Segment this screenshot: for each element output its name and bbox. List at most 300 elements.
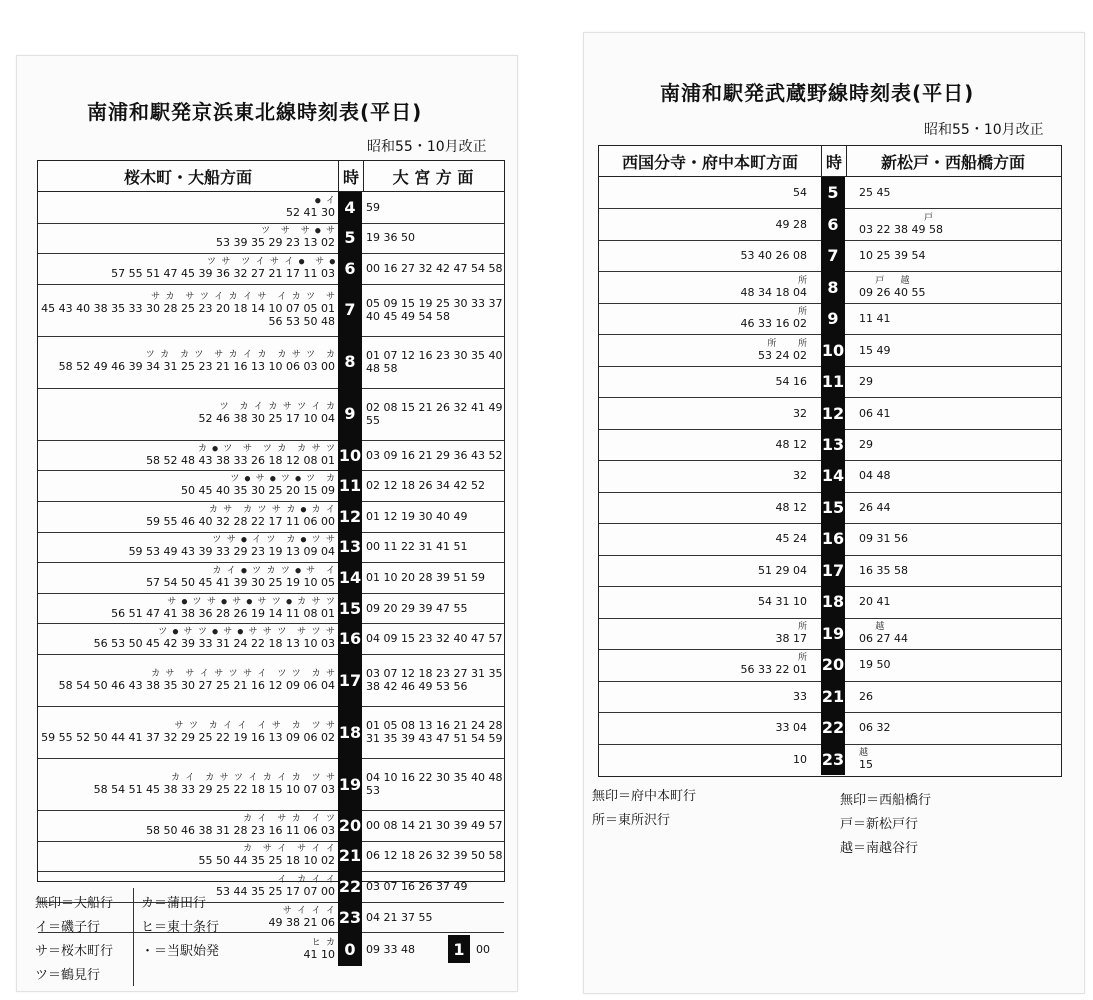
westbound-departures (599, 366, 821, 397)
train-type-marks: 所 (797, 275, 807, 286)
hour-cell: 1 (448, 935, 470, 963)
departure-minutes: 58 54 50 46 43 38 35 30 27 25 21 16 12 09 06 04 (58, 678, 335, 692)
departure-minutes: 45 43 40 38 35 33 30 28 25 23 20 18 14 10 07 05 01 (41, 301, 335, 315)
page-title: 南浦和駅発武蔵野線時刻表(平日) (660, 81, 975, 105)
train-type-marks: ツ ● サ ● ツ ● ツ カ (230, 474, 335, 485)
southbound-departures (38, 593, 338, 624)
train-type-marks: カ サ サ イ サ ツ サ イ ツ ツ カ サ (151, 668, 335, 679)
departure-minutes: 56 51 47 41 38 36 28 26 19 14 11 08 01 (111, 606, 335, 620)
departure-minutes: 45 24 (775, 532, 807, 546)
northbound-departures (362, 440, 504, 471)
train-type-marks: 所 所 (767, 338, 807, 349)
timetable-row (38, 841, 504, 873)
departure-minutes: 32 (793, 469, 807, 483)
eastbound-departures (845, 271, 1061, 302)
southbound-departures (38, 470, 338, 501)
departure-minutes: 38 42 46 49 53 56 (366, 680, 468, 693)
timetable-row (599, 366, 1061, 398)
revision-note: 昭和55・10月改正 (367, 139, 487, 155)
hour-cell: 11 (338, 470, 362, 501)
timetable-row (38, 470, 504, 502)
departure-minutes: 09 26 40 55 (859, 285, 926, 299)
westbound-departures (599, 303, 821, 334)
hour-cell: 11 (821, 366, 845, 397)
westbound-departures (599, 586, 821, 617)
timetable-row (38, 706, 504, 759)
departure-minutes: 56 53 50 45 42 39 33 31 24 22 18 13 10 03 (93, 637, 335, 651)
timetable-body (599, 177, 1061, 776)
westbound-departures (599, 744, 821, 775)
departure-minutes: 52 41 30 (286, 205, 335, 219)
train-type-marks: イ カ イ イ (277, 874, 335, 885)
timetable-row (38, 758, 504, 811)
timetable-row (38, 593, 504, 625)
departure-minutes: 58 50 46 38 31 28 23 16 11 06 03 (146, 823, 335, 837)
departure-minutes: 09 33 48 (366, 942, 415, 956)
northbound-departures (362, 623, 504, 654)
header-hour: 時 (821, 146, 847, 176)
timetable-row (599, 681, 1061, 713)
eastbound-departures (845, 366, 1061, 397)
hour-cell: 23 (338, 902, 362, 933)
departure-minutes: 40 45 49 54 58 (366, 309, 450, 323)
hour-cell: 19 (338, 758, 362, 810)
hour-cell: 4 (338, 192, 362, 223)
departure-minutes: 06 41 (859, 406, 891, 420)
eastbound-departures (845, 681, 1061, 712)
page-title: 南浦和駅発京浜東北線時刻表(平日) (87, 100, 423, 124)
departure-minutes: 59 55 46 40 32 28 22 17 11 06 00 (146, 514, 335, 528)
northbound-departures (362, 654, 504, 706)
departure-minutes: 31 35 39 43 47 51 54 59 (366, 732, 503, 745)
header-northbound: 大 宮 方 面 (392, 167, 474, 187)
hour-cell: 13 (821, 429, 845, 460)
timetable-row (599, 649, 1061, 681)
departure-minutes: 09 31 56 (859, 532, 908, 546)
eastbound-departures (845, 334, 1061, 365)
departure-minutes: 10 25 39 54 (859, 249, 926, 263)
timetable-row (38, 562, 504, 594)
northbound-departures (362, 192, 504, 223)
hour-cell: 14 (338, 562, 362, 593)
departure-minutes: 04 09 15 23 32 40 47 57 (366, 632, 503, 646)
departure-minutes: 02 08 15 21 26 32 41 49 (366, 400, 503, 414)
departure-minutes: 53 39 35 29 23 13 02 (216, 236, 335, 250)
legend-item: 越＝南越谷行 (840, 841, 919, 856)
hour-cell: 8 (338, 336, 362, 388)
train-type-marks: 所 (797, 307, 807, 318)
header-westbound: 西国分寺・府中本町方面 (621, 152, 798, 172)
northbound-departures (362, 706, 504, 758)
westbound-departures (599, 555, 821, 586)
northbound-departures (362, 902, 504, 933)
eastbound-departures (845, 303, 1061, 334)
westbound-departures (599, 240, 821, 271)
eastbound-departures (845, 649, 1061, 680)
westbound-departures (599, 523, 821, 554)
departure-minutes: 15 49 (859, 343, 891, 357)
train-type-marks: ツ カ カ ツ サ カ イ カ カ サ ツ カ (145, 350, 335, 361)
timetable-row (599, 492, 1061, 524)
train-type-marks: サ ツ カ イ イ イ サ カ ツ サ (174, 720, 335, 731)
eastbound-departures (845, 429, 1061, 460)
departure-minutes: 01 05 08 13 16 21 24 28 (366, 719, 503, 732)
hour-cell: 14 (821, 460, 845, 491)
timetable-row (599, 271, 1061, 303)
departure-minutes: 53 24 02 (758, 348, 807, 362)
train-type-marks: サ イ イ イ (282, 905, 335, 916)
departure-minutes: 50 45 40 35 30 25 20 15 09 (181, 484, 335, 498)
westbound-departures (599, 618, 821, 649)
hour-cell: 7 (821, 240, 845, 271)
table-header (38, 161, 504, 192)
departure-minutes: 51 29 04 (758, 563, 807, 577)
westbound-departures (599, 712, 821, 743)
departure-minutes: 26 44 (859, 500, 891, 514)
timetable-row (38, 810, 504, 842)
hour-cell: 8 (821, 271, 845, 302)
hour-cell: 15 (338, 593, 362, 624)
eastbound-departures (845, 397, 1061, 428)
departure-minutes: 53 40 26 08 (740, 249, 807, 263)
train-type-marks: ヒ カ (311, 937, 335, 948)
train-type-marks: サ ● ツ サ ● サ ● サ ツ ● カ サ ツ (167, 596, 335, 607)
eastbound-departures (845, 460, 1061, 491)
eastbound-departures (845, 555, 1061, 586)
eastbound-departures (845, 492, 1061, 523)
northbound-departures (362, 336, 504, 388)
departure-minutes: 33 04 (775, 721, 807, 735)
train-type-marks: ● イ (315, 195, 335, 206)
train-type-marks: カ サ イ サ イ イ (243, 844, 335, 855)
departure-minutes: 55 50 44 35 25 18 10 02 (198, 854, 335, 868)
train-type-marks: 所 (797, 621, 807, 632)
departure-minutes: 56 33 22 01 (740, 663, 807, 677)
timetable-row (599, 303, 1061, 335)
departure-minutes: 54 (793, 186, 807, 200)
departure-minutes: 09 20 29 39 47 55 (366, 601, 468, 615)
timetable-row (599, 334, 1061, 366)
train-type-marks: カ イ カ サ ツ イ カ イ カ ツ サ (170, 772, 335, 783)
southbound-departures (38, 810, 338, 841)
hour-cell: 20 (338, 810, 362, 841)
timetable-row (38, 654, 504, 707)
eastbound-departures (845, 177, 1061, 208)
departure-minutes: 32 (793, 406, 807, 420)
departure-minutes: 46 33 16 02 (740, 317, 807, 331)
westbound-departures (599, 492, 821, 523)
westbound-departures (599, 271, 821, 302)
legend-item: ヒ＝東十条行 (141, 920, 220, 935)
timetable-row (38, 532, 504, 564)
legend-item: カ＝蒲田行 (141, 896, 207, 911)
departure-minutes: 58 54 51 45 38 33 29 25 22 18 15 10 07 03 (93, 782, 335, 796)
timetable-row (599, 523, 1061, 555)
northbound-departures (362, 253, 504, 284)
hour-cell: 6 (821, 208, 845, 239)
train-type-marks: サ カ サ ツ イ カ イ サ イ カ ツ サ (151, 291, 335, 302)
timetable-row (38, 336, 504, 389)
eastbound-departures (845, 618, 1061, 649)
legend-item: 無印＝西船橋行 (840, 793, 932, 808)
southbound-departures (38, 706, 338, 758)
westbound-departures (599, 177, 821, 208)
eastbound-departures (845, 744, 1061, 775)
timetable-grid (598, 145, 1062, 777)
northbound-departures (362, 470, 504, 501)
departure-minutes: 00 (476, 942, 490, 956)
departure-minutes: 48 12 (775, 438, 807, 452)
departure-minutes: 59 (366, 200, 380, 214)
revision-note: 昭和55・10月改正 (924, 122, 1044, 138)
hour-cell: 5 (338, 223, 362, 254)
train-type-marks: カ ● ツ サ ツ カ カ サ ツ (197, 443, 335, 454)
legend-item: 所＝東所沢行 (592, 813, 671, 828)
departure-minutes: 02 12 18 26 34 42 52 (366, 479, 485, 493)
westbound-departures (599, 397, 821, 428)
departure-minutes: 03 09 16 21 29 36 43 52 (366, 448, 503, 462)
hour-cell: 12 (821, 397, 845, 428)
departure-minutes: 58 52 49 46 39 34 31 25 23 21 16 13 10 06 03 00 (58, 360, 335, 374)
southbound-departures (38, 336, 338, 388)
timetable-row (38, 284, 504, 337)
southbound-departures (38, 192, 338, 223)
departure-minutes: 03 07 12 18 23 27 31 35 (366, 667, 503, 680)
hour-cell: 7 (338, 284, 362, 336)
eastbound-departures (845, 240, 1061, 271)
departure-minutes: 54 31 10 (758, 595, 807, 609)
departure-minutes: 41 10 (303, 947, 335, 961)
hour-cell: 16 (338, 623, 362, 654)
westbound-departures (599, 681, 821, 712)
southbound-departures (38, 623, 338, 654)
departure-minutes: 00 11 22 31 41 51 (366, 540, 468, 554)
departure-minutes: 38 17 (775, 631, 807, 645)
train-type-marks: 戸 (859, 212, 934, 223)
legend-item: イ＝磯子行 (35, 920, 101, 935)
departure-minutes: 06 12 18 26 32 39 50 58 (366, 849, 503, 863)
hour-cell: 13 (338, 532, 362, 563)
timetable-row (599, 177, 1061, 209)
departure-minutes: 59 53 49 43 39 33 29 23 19 13 09 04 (128, 545, 335, 559)
southbound-departures (38, 532, 338, 563)
northbound-departures (362, 501, 504, 532)
timetable-row (38, 253, 504, 285)
southbound-departures (38, 223, 338, 254)
eastbound-departures (845, 523, 1061, 554)
departure-minutes: 04 48 (859, 469, 891, 483)
hour-cell: 22 (338, 871, 362, 902)
hour-cell: 6 (338, 253, 362, 284)
departure-minutes: 57 54 50 45 41 39 30 25 19 10 05 (146, 575, 335, 589)
header-hour: 時 (338, 161, 364, 191)
departure-minutes: 29 (859, 438, 873, 452)
departure-minutes: 20 41 (859, 595, 891, 609)
departure-minutes: 11 41 (859, 312, 891, 326)
train-type-marks: カ イ サ カ イ ツ (243, 813, 335, 824)
southbound-departures (38, 758, 338, 810)
hour-cell: 17 (338, 654, 362, 706)
train-type-marks: ツ ● サ ツ ● サ ● サ サ ツ サ ツ サ (158, 627, 335, 638)
hour-cell: 18 (338, 706, 362, 758)
legend-item: サ＝桜木町行 (35, 944, 114, 959)
northbound-departures (362, 810, 504, 841)
departure-minutes: 16 35 58 (859, 563, 908, 577)
northbound-departures (362, 388, 504, 440)
westbound-departures (599, 334, 821, 365)
eastbound-departures (845, 586, 1061, 617)
northbound-departures (362, 562, 504, 593)
departure-minutes: 19 36 50 (366, 231, 415, 245)
hour-cell: 16 (821, 523, 845, 554)
southbound-departures (38, 562, 338, 593)
northbound-departures (362, 532, 504, 563)
hour-cell: 20 (821, 649, 845, 680)
timetable-row (599, 555, 1061, 587)
departure-minutes: 59 55 52 50 44 41 37 32 29 25 22 19 16 13 09 06 02 (41, 730, 335, 744)
legend-item: ツ＝鶴見行 (35, 968, 101, 983)
eastbound-departures (845, 208, 1061, 239)
hour-cell: 15 (821, 492, 845, 523)
timetable-row (38, 501, 504, 533)
departure-minutes: 03 07 16 26 37 49 (366, 879, 468, 893)
northbound-departures (362, 593, 504, 624)
departure-minutes: 48 58 (366, 361, 398, 375)
timetable-row (599, 240, 1061, 272)
timetable-row (599, 586, 1061, 618)
departure-minutes: 00 08 14 21 30 39 49 57 (366, 818, 503, 832)
departure-minutes: 06 27 44 (859, 631, 908, 645)
train-type-marks: ツ カ イ カ サ ツ イ カ (219, 402, 335, 413)
departure-minutes: 53 44 35 25 17 07 00 (216, 884, 335, 898)
hour-cell: 9 (821, 303, 845, 334)
eastbound-departures (845, 712, 1061, 743)
departure-minutes: 55 (366, 413, 380, 427)
departure-minutes: 49 28 (775, 217, 807, 231)
departure-minutes: 00 16 27 32 42 47 54 58 (366, 261, 503, 275)
legend-item: ・＝当駅始発 (141, 944, 220, 959)
departure-minutes: 15 (859, 757, 873, 771)
northbound-departures (362, 223, 504, 254)
train-type-marks: ツ サ サ ● サ (261, 226, 335, 237)
southbound-departures (38, 654, 338, 706)
train-type-marks: ツ サ ツ イ サ イ ● サ ● (206, 256, 335, 267)
departure-minutes: 56 53 50 48 (268, 314, 335, 328)
hour-cell: 9 (338, 388, 362, 440)
southbound-departures (38, 440, 338, 471)
train-type-marks: 越 (859, 621, 885, 632)
timetable-row (599, 460, 1061, 492)
departure-minutes: 06 32 (859, 721, 891, 735)
timetable-row (599, 397, 1061, 429)
departure-minutes: 01 12 19 30 40 49 (366, 509, 468, 523)
hour-cell: 0 (338, 932, 362, 966)
timetable-row (599, 712, 1061, 744)
hour-cell: 17 (821, 555, 845, 586)
timetable-row (38, 623, 504, 655)
departure-minutes: 29 (859, 375, 873, 389)
northbound-departures (362, 284, 504, 336)
hour-cell: 22 (821, 712, 845, 743)
southbound-departures (38, 388, 338, 440)
train-type-marks: 越 (859, 747, 869, 758)
departure-minutes: 33 (793, 689, 807, 703)
departure-minutes: 57 55 51 47 45 39 36 32 27 21 17 11 03 (111, 266, 335, 280)
departure-minutes: 04 10 16 22 30 35 40 48 (366, 771, 503, 784)
departure-minutes: 05 09 15 19 25 30 33 37 (366, 296, 503, 310)
departure-minutes: 58 52 48 43 38 33 26 18 12 08 01 (146, 453, 335, 467)
table-header (599, 146, 1061, 177)
departure-minutes: 26 (859, 689, 873, 703)
musashino-timetable-card (583, 32, 1085, 994)
departure-minutes: 01 10 20 28 39 51 59 (366, 570, 485, 584)
southbound-departures (38, 501, 338, 532)
timetable-row (38, 388, 504, 441)
northbound-departures (362, 871, 504, 902)
westbound-departures (599, 208, 821, 239)
train-type-marks: カ イ ● ツ カ ツ ● サ イ (212, 565, 335, 576)
southbound-departures (38, 841, 338, 872)
departure-minutes: 03 22 38 49 58 (859, 222, 943, 236)
departure-minutes: 19 50 (859, 658, 891, 672)
timetable-row (599, 208, 1061, 240)
train-type-marks: 戸 越 (859, 275, 910, 286)
header-southbound: 桜木町・大船方面 (123, 167, 252, 187)
legend-item: 無印＝大船行 (35, 896, 114, 911)
hour-cell: 19 (821, 618, 845, 649)
departure-minutes: 53 (366, 784, 380, 797)
keihin-tohoku-timetable-card (16, 55, 518, 992)
departure-minutes: 54 16 (775, 375, 807, 389)
timetable-row (38, 223, 504, 255)
southbound-departures (38, 284, 338, 336)
hour-cell: 18 (821, 586, 845, 617)
header-eastbound: 新松戸・西船橋方面 (880, 152, 1025, 172)
timetable-row (599, 744, 1061, 775)
hour-cell: 21 (338, 841, 362, 872)
hour-cell: 21 (821, 681, 845, 712)
timetable-row (38, 192, 504, 224)
westbound-departures (599, 649, 821, 680)
legend-divider (133, 888, 134, 986)
northbound-departures (362, 841, 504, 872)
departure-minutes: 49 38 21 06 (268, 915, 335, 929)
timetable-row (599, 429, 1061, 461)
departure-minutes: 04 21 37 55 (366, 910, 433, 924)
southbound-departures (38, 253, 338, 284)
hour-cell: 23 (821, 744, 845, 775)
train-type-marks: カ サ カ ツ サ カ ● カ イ (208, 504, 335, 515)
hour-cell: 5 (821, 177, 845, 208)
departure-minutes: 52 46 38 30 25 17 10 04 (198, 412, 335, 426)
departure-minutes: 01 07 12 16 23 30 35 40 (366, 348, 503, 362)
train-type-marks: ツ サ ● イ ツ カ ● ツ サ (212, 535, 335, 546)
timetable-row (599, 618, 1061, 650)
timetable-row (38, 440, 504, 472)
hour-cell: 10 (338, 440, 362, 471)
hour-cell: 10 (821, 334, 845, 365)
northbound-departures (362, 758, 504, 810)
westbound-departures (599, 460, 821, 491)
hour-cell: 12 (338, 501, 362, 532)
legend-item: 戸＝新松戸行 (840, 817, 919, 832)
departure-minutes: 48 34 18 04 (740, 285, 807, 299)
train-type-marks: 所 (797, 653, 807, 664)
legend-item: 無印＝府中本町行 (592, 789, 697, 804)
departure-minutes: 48 12 (775, 500, 807, 514)
departure-minutes: 25 45 (859, 186, 891, 200)
westbound-departures (599, 429, 821, 460)
